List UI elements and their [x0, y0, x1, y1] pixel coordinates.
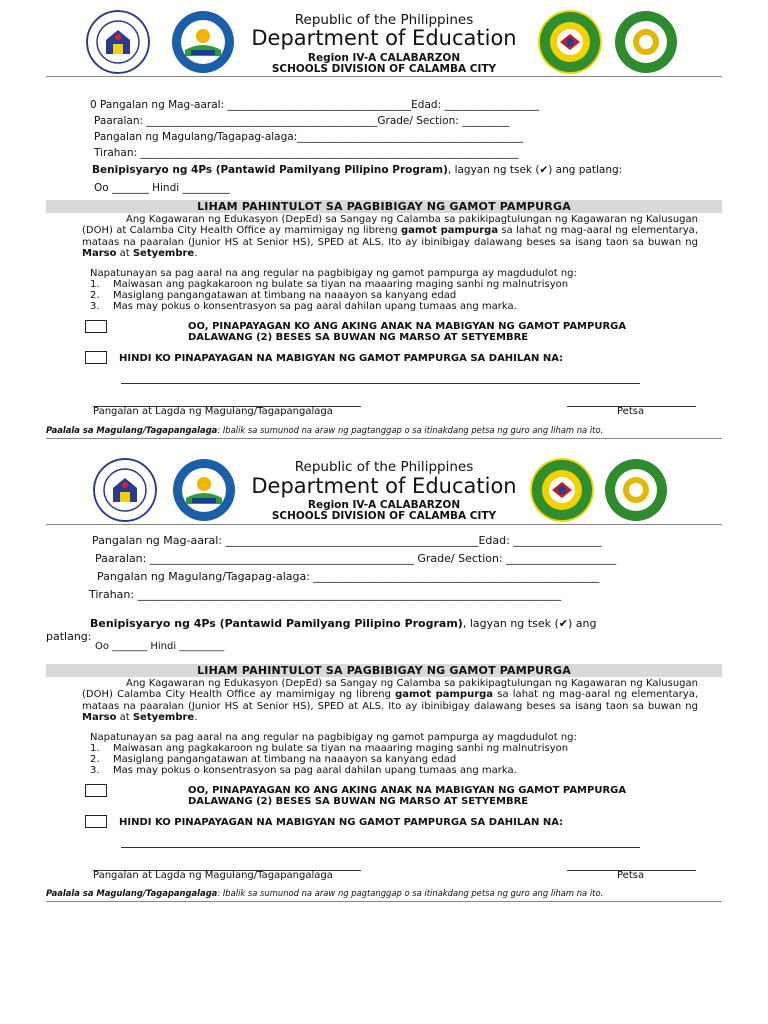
consent-form-1 [0, 0, 768, 444]
header-divider [46, 76, 722, 77]
form-title: LIHAM PAHINTULOT SA PAGBIBIGAY NG GAMOT PAMPURGA [46, 200, 722, 213]
consent-yes-label: OO, PINAPAYAGAN KO ANG AKING ANAK NA MABIGYAN NG GAMOT PAMPURGA DALAWANG (2) BESES SA BUWAN NG MARSO AT SETYEMBRE [188, 321, 627, 343]
date-label: Petsa [617, 406, 645, 417]
student-name-field[interactable]: 0 Pangalan ng Mag-aaral: ___________________________________Edad: __________________ [90, 99, 539, 111]
intro-paragraph: Ang Kagawaran ng Edukasyon (DepEd) sa Sangay ng Calamba sa pakikipagtulungan ng Kagawaran ng Kalusugan (DOH) Calamba City Health Office ay mamimigay ng libreng gamot pampurga sa lahat ng mag-aaral ng elementarya, mataas na paaralan (Junior HS at Senior HS), SPED at ALS. Ito ay ibinibigay dalawang beses sa isang taon sa buwan ng Marso at Setyembre. [82, 678, 699, 723]
reason-line[interactable] [121, 847, 640, 848]
country-heading: Republic of the Philippines [294, 12, 474, 28]
division-heading: SCHOOLS DIVISION OF CALAMBA CITY [271, 63, 497, 75]
school-field[interactable]: Paaralan: ____________________________________________Grade/ Section: _________ [94, 115, 510, 127]
intro-paragraph: Ang Kagawaran ng Edukasyon (DepEd) sa Sangay ng Calamba sa pakikipagtulungan ng Kagawaran ng Kalusugan (DOH) at Calamba City Health Office ay mamimigay ng libreng gamot pampurga sa lahat ng mag-aaral ng elementarya, mataas na paaralan (Junior HS at Senior HS), SPED at ALS. Ito ay ibinibigay dalawang beses sa isang taon sa buwan ng Marso at Setyembre. [82, 214, 698, 259]
fourps-options[interactable]: Oo _______ Hindi _________ [94, 182, 230, 194]
fourps-question [90, 617, 596, 630]
header-divider [46, 524, 722, 525]
fourps-label: Benipisyaryo ng 4Ps (Pantawid Pamilyang Pilipino Program) [92, 164, 448, 176]
division-heading: SCHOOLS DIVISION OF CALAMBA CITY [271, 510, 497, 522]
consent-form-2 [0, 450, 768, 910]
department-heading: Department of Education [251, 474, 517, 498]
fourps-label: Benipisyaryo ng 4Ps (Pantawid Pamilyang Pilipino Program) [90, 617, 463, 630]
form-title: LIHAM PAHINTULOT SA PAGBIBIGAY NG GAMOT PAMPURGA [46, 664, 722, 677]
department-heading: Department of Education [251, 26, 517, 50]
consent-yes-checkbox[interactable] [85, 784, 107, 797]
benefits-intro: Napatunayan sa pag aaral na ang regular na pagbibigay ng gamot pampurga ay magdudulot ng: [90, 732, 577, 743]
fourps-instruction: , lagyan ng tsek (✔) ang patlang: [447, 164, 623, 176]
benefit-item: 1. Maiwasan ang pagkakaroon ng bulate sa tiyan na maaaring maging sanhi ng malnutrisyon [90, 279, 569, 290]
benefits-intro: Napatunayan sa pag aaral na ang regular na pagbibigay ng gamot pampurga ay magdudulot ng: [90, 268, 577, 279]
consent-no-label: HINDI KO PINAPAYAGAN NA MABIGYAN NG GAMOT PAMPURGA SA DAHILAN NA: [119, 353, 564, 364]
region-heading: Region IV-A CALABARZON [307, 499, 461, 511]
consent-no-checkbox[interactable] [85, 351, 107, 364]
consent-yes-label: OO, PINAPAYAGAN KO ANG AKING ANAK NA MABIGYAN NG GAMOT PAMPURGA DALAWANG (2) BESES SA BUWAN NG MARSO AT SETYEMBRE [188, 785, 627, 807]
benefit-item: 3. Mas may pokus o konsentrasyon sa pag aaral dahilan upang tumaas ang marka. [90, 765, 517, 776]
benefit-item: 1. Maiwasan ang pagkakaroon ng bulate sa tiyan na maaaring maging sanhi ng malnutrisyon [90, 743, 569, 754]
fourps-options[interactable]: Oo _______ Hindi _________ [95, 641, 225, 652]
form-bottom-divider [46, 901, 722, 902]
form-bottom-divider [46, 438, 722, 439]
school-field[interactable]: Paaralan: ________________________________________________ Grade/ Section: ____________________ [95, 552, 617, 565]
benefit-item: 2. Masiglang pangangatawan at timbang na naaayon sa kanyang edad [90, 754, 457, 765]
consent-no-label: HINDI KO PINAPAYAGAN NA MABIGYAN NG GAMOT PAMPURGA SA DAHILAN NA: [119, 817, 564, 828]
signature-label: Pangalan at Lagda ng Magulang/Tagapangalaga [93, 870, 333, 881]
country-heading: Republic of the Philippines [294, 459, 474, 475]
guardian-field[interactable]: Pangalan ng Magulang/Tagapag-alaga: ____________________________________________________ [97, 570, 600, 583]
reason-line[interactable] [121, 383, 640, 384]
student-name-field[interactable]: Pangalan ng Mag-aaral: ______________________________________________Edad: ________________ [92, 534, 602, 547]
region-heading: Region IV-A CALABARZON [307, 52, 461, 64]
fourps-instruction: , lagyan ng tsek (✔) ang [462, 617, 597, 630]
fourps-question [92, 164, 622, 176]
date-label: Petsa [617, 870, 645, 881]
address-field[interactable]: Tirahan: ________________________________________________________________________ [94, 147, 519, 159]
guardian-field[interactable]: Pangalan ng Magulang/Tagapag-alaga:___________________________________________ [94, 131, 524, 143]
address-field[interactable]: Tirahan: _____________________________________________________________________________ [89, 588, 562, 601]
consent-yes-checkbox[interactable] [85, 320, 107, 333]
benefit-item: 2. Masiglang pangangatawan at timbang na naaayon sa kanyang edad [90, 290, 457, 301]
parent-reminder: Paalala sa Magulang/Tagapangalaga: Ibalik sa sumunod na araw ng pagtanggap o sa itinakdang petsa ng guro ang liham na ito. [46, 888, 604, 898]
parent-reminder: Paalala sa Magulang/Tagapangalaga: Ibalik sa sumunod na araw ng pagtanggap o sa itinakdang petsa ng guro ang liham na ito. [46, 425, 604, 435]
consent-no-checkbox[interactable] [85, 815, 107, 828]
benefit-item: 3. Mas may pokus o konsentrasyon sa pag aaral dahilan upang tumaas ang marka. [90, 301, 517, 312]
signature-label: Pangalan at Lagda ng Magulang/Tagapangalaga [93, 406, 333, 417]
fourps-instruction-wrap: patlang: [46, 630, 92, 643]
